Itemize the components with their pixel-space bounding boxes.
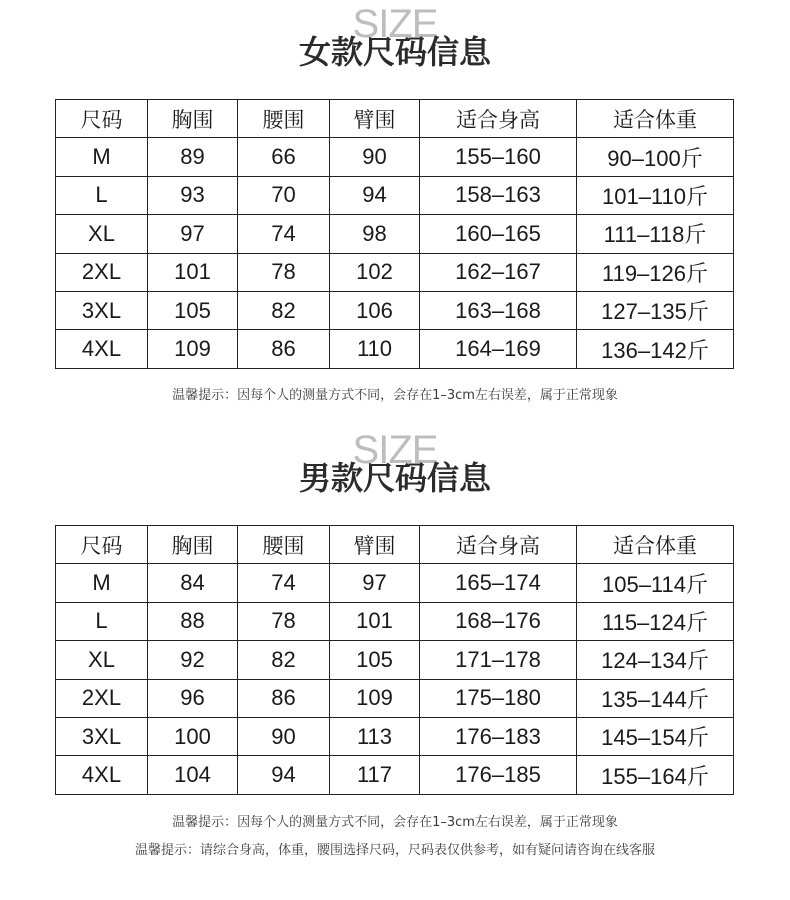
table-cell: 66: [238, 138, 330, 176]
table-cell: M: [56, 564, 148, 602]
table-cell: 96: [148, 679, 238, 717]
table-cell: 117: [330, 756, 420, 794]
table-cell: XL: [56, 641, 148, 679]
table-cell: 160–165: [420, 215, 577, 253]
table-cell: 84: [148, 564, 238, 602]
column-header: 尺码: [56, 526, 148, 564]
table-cell: 175–180: [420, 679, 577, 717]
table-cell: 94: [238, 756, 330, 794]
column-header: 腰围: [238, 100, 330, 138]
table-cell: 106: [330, 291, 420, 329]
table-cell: 136–142斤: [577, 330, 734, 368]
table-cell: 2XL: [56, 679, 148, 717]
column-header: 适合身高: [420, 526, 577, 564]
table-cell: 115–124斤: [577, 602, 734, 640]
column-header: 臂围: [330, 100, 420, 138]
men-measurement-note: 温馨提示：因每个人的测量方式不同，会存在1–3cm左右误差，属于正常现象: [172, 815, 618, 830]
table-cell: 155–164斤: [577, 756, 734, 794]
column-header: 臂围: [330, 526, 420, 564]
table-cell: 158–163: [420, 176, 577, 214]
table-cell: 74: [238, 215, 330, 253]
table-cell: 78: [238, 602, 330, 640]
table-cell: 127–135斤: [577, 291, 734, 329]
table-cell: 168–176: [420, 602, 577, 640]
size-watermark: SIZE: [352, 2, 438, 46]
table-cell: 88: [148, 602, 238, 640]
women-measurement-note: 温馨提示：因每个人的测量方式不同，会存在1–3cm左右误差，属于正常现象: [172, 388, 618, 403]
table-cell: 100: [148, 717, 238, 755]
table-cell: 74: [238, 564, 330, 602]
table-cell: 78: [238, 253, 330, 291]
table-cell: 176–183: [420, 717, 577, 755]
table-cell: 86: [238, 679, 330, 717]
women-heading: [0, 4, 790, 74]
table-cell: 110: [330, 330, 420, 368]
table-cell: 92: [148, 641, 238, 679]
table-cell: 105–114斤: [577, 564, 734, 602]
size-watermark: SIZE: [352, 428, 438, 472]
column-header: 适合体重: [577, 526, 734, 564]
table-row: [56, 717, 734, 755]
table-cell: 105: [330, 641, 420, 679]
table-cell: 105: [148, 291, 238, 329]
table-cell: 155–160: [420, 138, 577, 176]
table-cell: 82: [238, 641, 330, 679]
table-cell: 163–168: [420, 291, 577, 329]
men-size-title: 男款尺码信息: [298, 459, 491, 497]
column-header: 适合身高: [420, 100, 577, 138]
men-size-table: [55, 525, 734, 795]
table-row: [56, 176, 734, 214]
table-cell: XL: [56, 215, 148, 253]
table-cell: 162–167: [420, 253, 577, 291]
table-cell: 89: [148, 138, 238, 176]
table-cell: 171–178: [420, 641, 577, 679]
table-cell: 113: [330, 717, 420, 755]
table-header-row: [56, 100, 734, 138]
table-row: [56, 138, 734, 176]
size-selection-note: 温馨提示：请综合身高，体重，腰围选择尺码，尺码表仅供参考，如有疑问请咨询在线客服: [134, 843, 655, 858]
table-cell: 90: [330, 138, 420, 176]
column-header: 尺码: [56, 100, 148, 138]
column-header: 胸围: [148, 100, 238, 138]
women-size-table: [55, 99, 734, 369]
table-row: [56, 291, 734, 329]
table-cell: 119–126斤: [577, 253, 734, 291]
women-size-title: 女款尺码信息: [298, 33, 491, 71]
table-cell: 109: [330, 679, 420, 717]
table-cell: 97: [148, 215, 238, 253]
table-row: [56, 641, 734, 679]
table-cell: L: [56, 602, 148, 640]
table-row: [56, 215, 734, 253]
table-cell: 109: [148, 330, 238, 368]
column-header: 适合体重: [577, 100, 734, 138]
table-cell: 70: [238, 176, 330, 214]
table-cell: 2XL: [56, 253, 148, 291]
table-cell: 3XL: [56, 717, 148, 755]
table-cell: 93: [148, 176, 238, 214]
table-cell: 135–144斤: [577, 679, 734, 717]
column-header: 胸围: [148, 526, 238, 564]
table-cell: 104: [148, 756, 238, 794]
table-header-row: [56, 526, 734, 564]
table-cell: M: [56, 138, 148, 176]
table-cell: 145–154斤: [577, 717, 734, 755]
table-cell: 124–134斤: [577, 641, 734, 679]
men-heading: [0, 430, 790, 500]
table-cell: 101: [330, 602, 420, 640]
table-cell: 90: [238, 717, 330, 755]
column-header: 腰围: [238, 526, 330, 564]
table-cell: 3XL: [56, 291, 148, 329]
table-row: [56, 679, 734, 717]
table-cell: 98: [330, 215, 420, 253]
table-row: [56, 253, 734, 291]
table-row: [56, 602, 734, 640]
table-cell: L: [56, 176, 148, 214]
table-cell: 101: [148, 253, 238, 291]
table-cell: 164–169: [420, 330, 577, 368]
table-cell: 90–100斤: [577, 138, 734, 176]
table-cell: 97: [330, 564, 420, 602]
table-cell: 82: [238, 291, 330, 329]
table-cell: 176–185: [420, 756, 577, 794]
table-cell: 165–174: [420, 564, 577, 602]
table-cell: 111–118斤: [577, 215, 734, 253]
table-cell: 101–110斤: [577, 176, 734, 214]
table-row: [56, 756, 734, 794]
table-row: [56, 330, 734, 368]
table-row: [56, 564, 734, 602]
table-cell: 94: [330, 176, 420, 214]
table-cell: 102: [330, 253, 420, 291]
table-cell: 4XL: [56, 756, 148, 794]
table-cell: 86: [238, 330, 330, 368]
table-cell: 4XL: [56, 330, 148, 368]
